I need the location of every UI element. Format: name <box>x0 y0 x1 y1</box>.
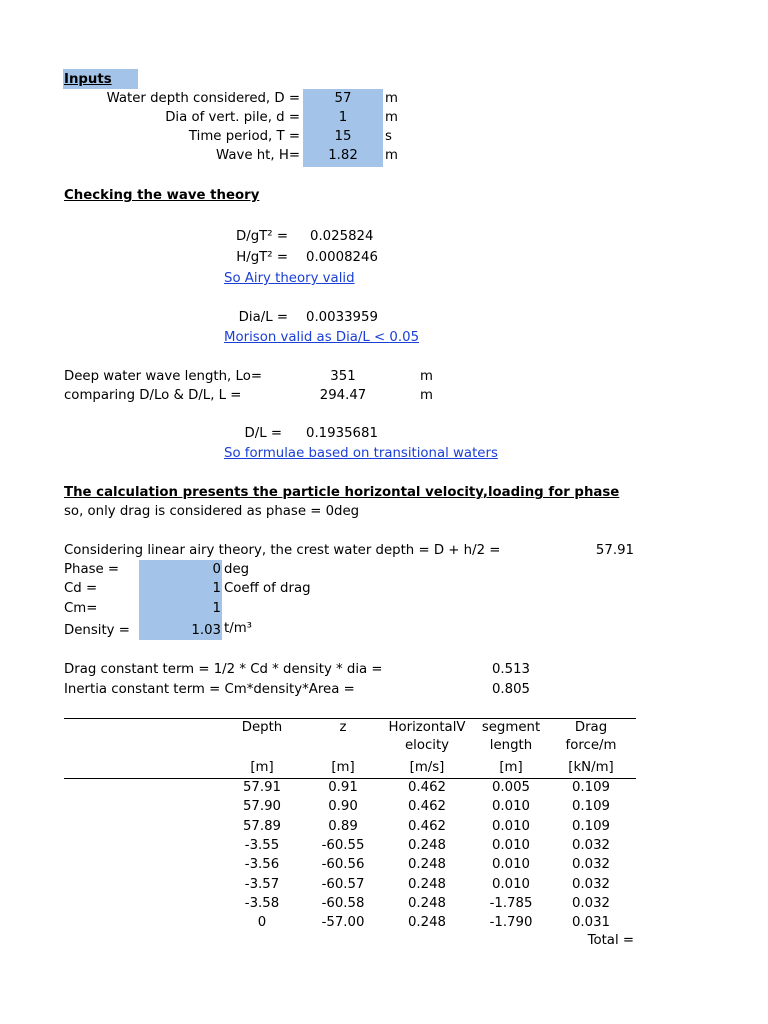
cell-velocity: 0.462 <box>407 818 447 834</box>
header-depth: Depth <box>241 720 283 735</box>
calculation-heading: The calculation presents the particle horizontal velocity,loading for phase <box>64 485 620 500</box>
cell-drag-force: 0.109 <box>571 799 611 815</box>
cell-drag-force: 0.032 <box>571 837 611 853</box>
inertia-constant-value: 0.805 <box>491 682 531 697</box>
cell-depth: 57.91 <box>242 780 282 795</box>
header-horizontal-velocity: HorizontalV elocity <box>388 720 466 753</box>
inputs-heading: Inputs <box>64 72 112 87</box>
drag-only-note: so, only drag is considered as phase = 0deg <box>64 504 360 519</box>
cell-drag-force: 0.031 <box>571 915 611 931</box>
cell-segment-length: 0.010 <box>491 857 531 873</box>
h-gt2-value: 0.0008246 <box>306 250 378 265</box>
input-label-pile-dia: Dia of vert. pile, d = <box>165 110 300 125</box>
cell-depth: -3.56 <box>244 857 280 873</box>
cell-drag-force: 0.032 <box>571 857 611 873</box>
cell-z: -60.57 <box>321 876 365 892</box>
cell-depth: 0 <box>257 915 267 931</box>
cell-velocity: 0.248 <box>407 857 447 873</box>
cell-segment-length: 0.010 <box>491 799 531 815</box>
dia-l-label: Dia/L = <box>238 310 288 325</box>
density-input-cell[interactable]: 1.03 <box>191 623 221 638</box>
d-gt2-value: 0.025824 <box>310 229 374 244</box>
cell-depth: 57.90 <box>242 799 282 815</box>
cell-depth: -3.55 <box>244 837 280 853</box>
cell-velocity: 0.462 <box>407 780 447 795</box>
density-unit: t/m³ <box>224 621 252 636</box>
cm-label: Cm= <box>64 601 98 616</box>
header-z: z <box>339 720 347 735</box>
phase-label: Phase = <box>64 562 120 577</box>
wave-theory-heading: Checking the wave theory <box>64 188 260 203</box>
cell-depth: -3.58 <box>244 895 280 911</box>
deep-water-wave-length-unit: m <box>420 369 433 384</box>
input-label-water-depth: Water depth considered, D = <box>106 91 300 106</box>
unit-drag-force: [kN/m] <box>568 760 614 775</box>
wave-length-l-unit: m <box>420 388 433 403</box>
wave-length-l-value: 294.47 <box>319 388 367 403</box>
input-unit-pile-dia: m <box>385 110 398 125</box>
density-label: Density = <box>64 623 130 638</box>
crest-depth-label: Considering linear airy theory, the crest water depth = D + h/2 = <box>64 543 501 558</box>
cell-z: 0.90 <box>328 799 358 815</box>
h-gt2-label: H/gT² = <box>236 250 288 265</box>
cd-unit: Coeff of drag <box>224 581 311 596</box>
header-drag-force: Drag force/m <box>565 720 617 753</box>
cell-drag-force: 0.109 <box>571 818 611 834</box>
cell-drag-force: 0.032 <box>571 876 611 892</box>
cell-drag-force: 0.109 <box>571 780 611 795</box>
input-unit-water-depth: m <box>385 91 398 106</box>
cell-z: 0.91 <box>328 780 358 795</box>
input-label-time-period: Time period, T = <box>188 129 300 144</box>
input-cell-water-depth[interactable]: 57 <box>334 91 352 106</box>
unit-horizontal-velocity: [m/s] <box>409 760 445 775</box>
input-cell-time-period[interactable]: 15 <box>334 129 352 144</box>
cell-velocity: 0.248 <box>407 895 447 911</box>
input-cell-pile-dia[interactable]: 1 <box>338 110 348 125</box>
cell-segment-length: -1.785 <box>489 895 533 911</box>
deep-water-wave-length-value: 351 <box>330 369 356 384</box>
d-gt2-label: D/gT² = <box>236 229 288 244</box>
cell-segment-length: -1.790 <box>489 915 533 931</box>
crest-depth-value: 57.91 <box>595 543 634 558</box>
unit-z: [m] <box>331 760 355 775</box>
phase-unit: deg <box>224 562 250 577</box>
cell-velocity: 0.248 <box>407 876 447 892</box>
cell-drag-force: 0.032 <box>571 895 611 911</box>
input-cell-wave-height[interactable]: 1.82 <box>328 148 358 163</box>
wave-length-l-label: comparing D/Lo & D/L, L = <box>64 388 242 403</box>
cell-z: -60.55 <box>321 837 365 853</box>
header-segment-length: segment length <box>481 720 541 753</box>
dia-l-value: 0.0033959 <box>306 310 378 325</box>
cd-label: Cd = <box>64 581 98 596</box>
unit-segment-length: [m] <box>499 760 523 775</box>
cell-depth: 57.89 <box>242 818 282 834</box>
input-unit-wave-height: m <box>385 148 398 163</box>
morison-valid-link[interactable]: Morison valid as Dia/L < 0.05 <box>224 330 420 345</box>
cell-depth: -3.57 <box>244 876 280 892</box>
total-label: Total = <box>587 933 634 948</box>
cell-z: -60.56 <box>321 857 365 873</box>
cell-z: -60.58 <box>321 895 365 911</box>
cell-velocity: 0.248 <box>407 837 447 853</box>
cell-velocity: 0.462 <box>407 799 447 815</box>
cell-segment-length: 0.010 <box>491 818 531 834</box>
cell-z: 0.89 <box>328 818 358 834</box>
d-l-value: 0.1935681 <box>306 426 378 441</box>
airy-theory-link[interactable]: So Airy theory valid <box>224 271 355 286</box>
cell-velocity: 0.248 <box>407 915 447 931</box>
input-label-wave-height: Wave ht, H= <box>216 148 300 163</box>
cell-segment-length: 0.010 <box>491 837 531 853</box>
transitional-waters-link[interactable]: So formulae based on transitional waters <box>224 446 498 461</box>
cell-segment-length: 0.005 <box>491 780 531 795</box>
cell-z: -57.00 <box>321 915 365 931</box>
cd-input-cell[interactable]: 1 <box>212 581 221 596</box>
input-unit-time-period: s <box>385 129 392 144</box>
cm-input-cell[interactable]: 1 <box>212 601 221 616</box>
cell-segment-length: 0.010 <box>491 876 531 892</box>
d-l-label: D/L = <box>244 426 282 441</box>
inertia-constant-label: Inertia constant term = Cm*density*Area = <box>64 682 355 697</box>
drag-constant-value: 0.513 <box>491 662 531 677</box>
deep-water-wave-length-label: Deep water wave length, Lo= <box>64 369 262 384</box>
phase-input-cell[interactable]: 0 <box>212 562 221 577</box>
unit-depth: [m] <box>250 760 274 775</box>
drag-constant-label: Drag constant term = 1/2 * Cd * density * dia = <box>64 662 383 677</box>
